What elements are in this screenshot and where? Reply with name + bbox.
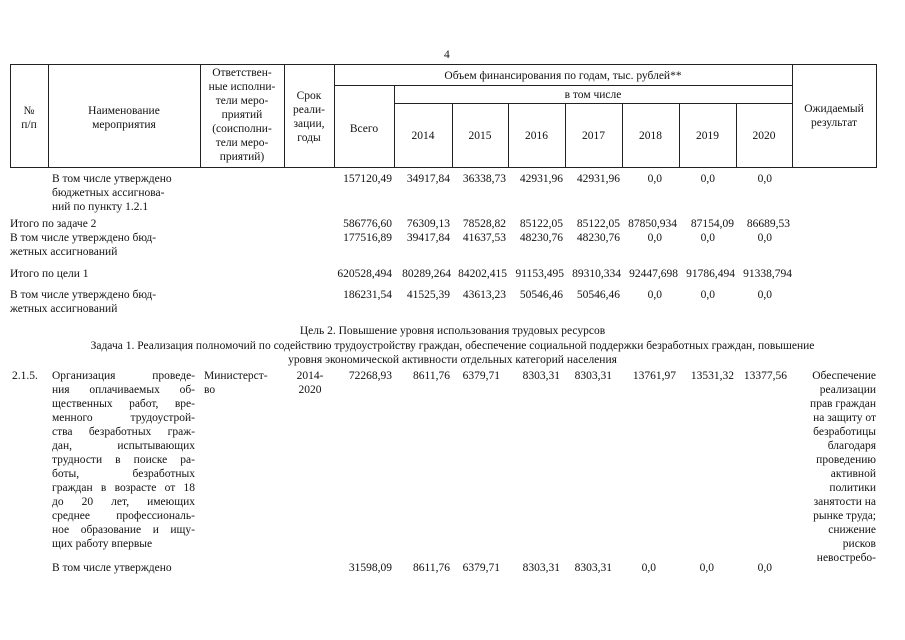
- cell-2020: 0,0: [757, 562, 772, 574]
- item-term: 2014- 2020: [296, 370, 324, 396]
- goal-2-title: Цель 2. Повышение уровня использования трудовых ресурсов: [299, 325, 606, 337]
- cell-2017: 42931,96: [576, 173, 620, 185]
- cell-2019: 0,0: [700, 289, 715, 301]
- cell-2019: 0,0: [700, 173, 715, 185]
- cell-2018: 0,0: [647, 173, 662, 185]
- cell-2014: 34917,84: [406, 173, 450, 185]
- cell-2016: 42931,96: [519, 173, 563, 185]
- cell-2017: 48230,76: [576, 232, 620, 244]
- cell-2014: 39417,84: [406, 232, 450, 244]
- header-result: Ожидаемый результат: [804, 103, 864, 129]
- cell-2020: 0,0: [757, 173, 772, 185]
- cell-2014: 8611,76: [413, 562, 450, 574]
- cell-2018: 13761,97: [632, 370, 676, 382]
- cell-2018: 92447,698: [629, 268, 678, 280]
- header-total: Всего: [349, 123, 379, 135]
- cell-total: 186231,54: [343, 289, 392, 301]
- task-1-title-line2: уровня экономической активности отдельных категорий населения: [288, 354, 617, 366]
- item-result: Обеспечение реализации прав граждан на защиту от безработицы благодаря проведению активной политики занятости на рынке труда; снижение рисков невостребо-: [810, 370, 876, 564]
- cell-2016: 91153,495: [515, 268, 564, 280]
- cell-2015: 41637,53: [462, 232, 506, 244]
- cell-total: 586776,60: [343, 218, 392, 230]
- cell-2015: 84202,415: [458, 268, 507, 280]
- cell-total: 157120,49: [343, 173, 392, 185]
- cell-total: 177516,89: [343, 232, 392, 244]
- cell-2018: 0,0: [647, 232, 662, 244]
- cell-2018: 87850,934: [628, 218, 677, 230]
- cell-2017: 89310,334: [572, 268, 621, 280]
- cell-2015: 78528,82: [462, 218, 506, 230]
- row-label: В том числе утверждено бюд- жетных ассигнований: [10, 289, 157, 315]
- cell-2016: 48230,76: [519, 232, 563, 244]
- header-year-2015: 2015: [468, 130, 492, 142]
- header-year-2018: 2018: [639, 130, 662, 142]
- cell-2020: 13377,56: [743, 370, 787, 382]
- cell-2019: 0,0: [699, 562, 714, 574]
- header-term: Срок реали- зации, годы: [293, 90, 325, 144]
- cell-2016: 85122,05: [519, 218, 563, 230]
- cell-2017: 8303,31: [574, 370, 612, 382]
- header-responsible: Ответствен- ные исполни- тели меро- приятий (соисполни- тели меро- приятий): [208, 67, 276, 163]
- header-year-2014: 2014: [411, 130, 435, 142]
- cell-2015: 6379,71: [462, 562, 500, 574]
- task-1-title-line1: Задача 1. Реализация полномочий по содействию трудоустройству граждан, обеспечение социальной поддержки безработных граждан, повышение: [90, 340, 815, 352]
- cell-total: 72268,93: [348, 370, 392, 382]
- header-name: Наименование мероприятия: [88, 105, 160, 131]
- cell-2020: 0,0: [757, 289, 772, 301]
- row-label: Итого по цели 1: [10, 268, 89, 280]
- row-label: В том числе утверждено бюд- жетных ассигнований: [10, 232, 157, 258]
- cell-2020: 0,0: [757, 232, 772, 244]
- header-year-2019: 2019: [696, 130, 719, 142]
- item-responsible: Министерст- во: [204, 370, 268, 396]
- cell-2014: 80289,264: [402, 268, 451, 280]
- cell-2017: 85122,05: [576, 218, 620, 230]
- cell-2020: 91338,794: [743, 268, 792, 280]
- cell-2019: 0,0: [700, 232, 715, 244]
- cell-2017: 50546,46: [576, 289, 620, 301]
- header-no: № п/п: [21, 105, 37, 131]
- header-year-2017: 2017: [582, 130, 605, 142]
- cell-2015: 36338,73: [462, 173, 506, 185]
- cell-2018: 0,0: [641, 562, 656, 574]
- item-name: Организация проведе- ния оплачиваемых об- щественных работ, вре- менного трудоустрой- ства безработных граж- дан, испытывающих трудности в поиске ра- боты, безработных граждан в возрасте от 18 до 20 лет, имеющих среднее профессиональ- ное образование и ищу- щих работу впервые: [52, 370, 195, 550]
- cell-2014: 8611,76: [413, 370, 450, 382]
- cell-2019: 13531,32: [690, 370, 734, 382]
- cell-2014: 76309,13: [406, 218, 450, 230]
- header-funding: Объем финансирования по годам, тыс. рублей**: [444, 70, 682, 82]
- header-including: в том числе: [564, 89, 622, 101]
- page-number: 4: [444, 49, 450, 61]
- cell-2020: 86689,53: [746, 218, 790, 230]
- cell-2016: 8303,31: [522, 370, 560, 382]
- header-year-2016: 2016: [525, 130, 548, 142]
- row-label: Итого по задаче 2: [10, 218, 97, 230]
- item-number: 2.1.5.: [12, 370, 38, 382]
- cell-2019: 87154,09: [690, 218, 734, 230]
- cell-2014: 41525,39: [406, 289, 450, 301]
- cell-2018: 0,0: [647, 289, 662, 301]
- cell-2019: 91786,494: [686, 268, 735, 280]
- header-year-2020: 2020: [752, 130, 776, 142]
- cell-total: 620528,494: [337, 268, 392, 280]
- row-label: В том числе утверждено: [52, 562, 172, 574]
- cell-2017: 8303,31: [574, 562, 612, 574]
- row-label: В том числе утверждено бюджетных ассигнова- ний по пункту 1.2.1: [52, 173, 172, 213]
- cell-2016: 8303,31: [522, 562, 560, 574]
- cell-2016: 50546,46: [519, 289, 563, 301]
- cell-total: 31598,09: [348, 562, 392, 574]
- cell-2015: 43613,23: [462, 289, 506, 301]
- cell-2015: 6379,71: [462, 370, 500, 382]
